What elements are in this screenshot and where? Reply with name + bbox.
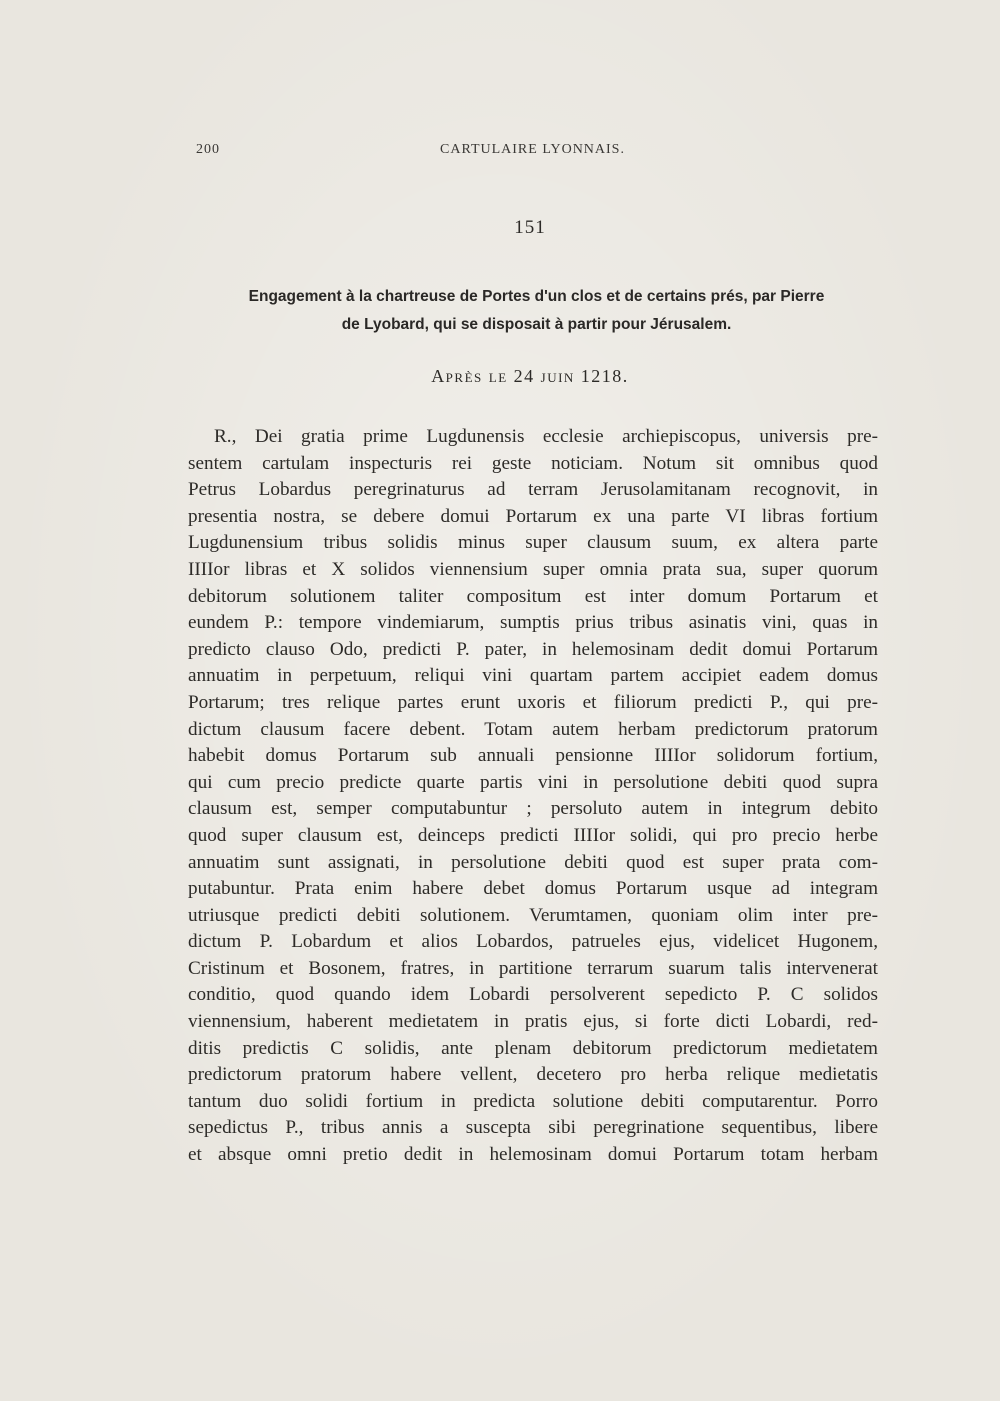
body-line: IIIIor libras et X solidos viennensium super omnia prata sua, super quorum [188, 558, 878, 580]
running-head [196, 142, 876, 166]
body-line: utriusque predicti debiti solutionem. Verumtamen, quoniam olim inter pre- [188, 904, 878, 926]
body-line: dictum P. Lobardum et alios Lobardos, patrueles ejus, videlicet Hugonem, [188, 931, 878, 953]
body-line: annuatim in perpetuum, reliqui vini quartam partem accipiet eadem domus [188, 665, 878, 687]
body-line: et absque omni pretio dedit in helemosinam domui Portarum totam herbam [188, 1144, 878, 1166]
body-line: tantum duo solidi fortium in predicta solutione debiti computarentur. Porro [188, 1090, 878, 1112]
body-line: habebit domus Portarum sub annuali pensionne IIIIor solidorum fortium, [188, 745, 878, 767]
body-line: Lugdunensium tribus solidis minus super clausum suum, ex altera parte [188, 532, 878, 554]
document-summary [195, 283, 878, 339]
summary-line: Engagement à la chartreuse de Portes d'un clos et de certains prés, par Pierre [248, 288, 825, 305]
body-line: sepedictus P., tribus annis a suscepta sibi peregrinatione sequentibus, libere [188, 1117, 878, 1139]
body-line: predictorum pratorum habere vellent, decetero pro herba relique medietatis [188, 1064, 878, 1086]
body-line: sentem cartulam inspecturis rei geste noticiam. Notum sit omnibus quod [188, 452, 878, 474]
body-line: Cristinum et Bosonem, fratres, in partitione terrarum suarum talis intervenerat [188, 957, 878, 979]
document-number: 151 [514, 217, 546, 238]
body-line: dictum clausum facere debent. Totam autem herbam predictorum pratorum [188, 718, 878, 740]
body-line: Petrus Lobardus peregrinaturus ad terram Jerusolamitanam recognovit, in [188, 479, 878, 501]
body-line: ditis predictis C solidis, ante plenam debitorum predictorum medietatem [188, 1037, 878, 1059]
page-number: 200 [196, 142, 220, 157]
body-line: debitorum solutionem taliter compositum est inter domum Portarum et [188, 585, 878, 607]
body-line: quod super clausum est, deinceps predicti IIIIor solidi, qui pro precio herbe [188, 824, 878, 846]
body-line: qui cum precio predicte quarte partis vini in persolutione debiti quod supra [188, 771, 878, 793]
body-line: putabuntur. Prata enim habere debet domus Portarum usque ad integram [188, 878, 878, 900]
document-date: Après le 24 juin 1218. [431, 366, 629, 386]
book-title: CARTULAIRE LYONNAIS. [440, 142, 625, 157]
body-line: predicto clauso Odo, predicti P. pater, in helemosinam dedit domui Portarum [188, 638, 878, 660]
body-line: annuatim sunt assignati, in persolutione debiti quod est super prata com- [188, 851, 878, 873]
body-line: viennensium, haberent medietatem in pratis ejus, si forte dicti Lobardi, red- [188, 1011, 878, 1033]
document-body [188, 424, 878, 1169]
summary-line: de Lyobard, qui se disposait à partir pour Jérusalem. [341, 316, 732, 333]
body-line: R., Dei gratia prime Lugdunensis ecclesie archiepiscopus, universis pre- [214, 426, 878, 447]
body-line: presentia nostra, se debere domui Portarum ex una parte VI libras fortium [188, 505, 878, 527]
body-line: eundem P.: tempore vindemiarum, sumptis prius tribus asinatis vini, quas in [188, 612, 878, 634]
body-line: Portarum; tres relique partes erunt uxoris et filiorum predicti P., qui pre- [188, 691, 878, 713]
body-line: conditio, quod quando idem Lobardi persolverent sepedicto P. C solidos [188, 984, 878, 1006]
body-line: clausum est, semper computabuntur ; persoluto autem in integrum debito [188, 798, 878, 820]
